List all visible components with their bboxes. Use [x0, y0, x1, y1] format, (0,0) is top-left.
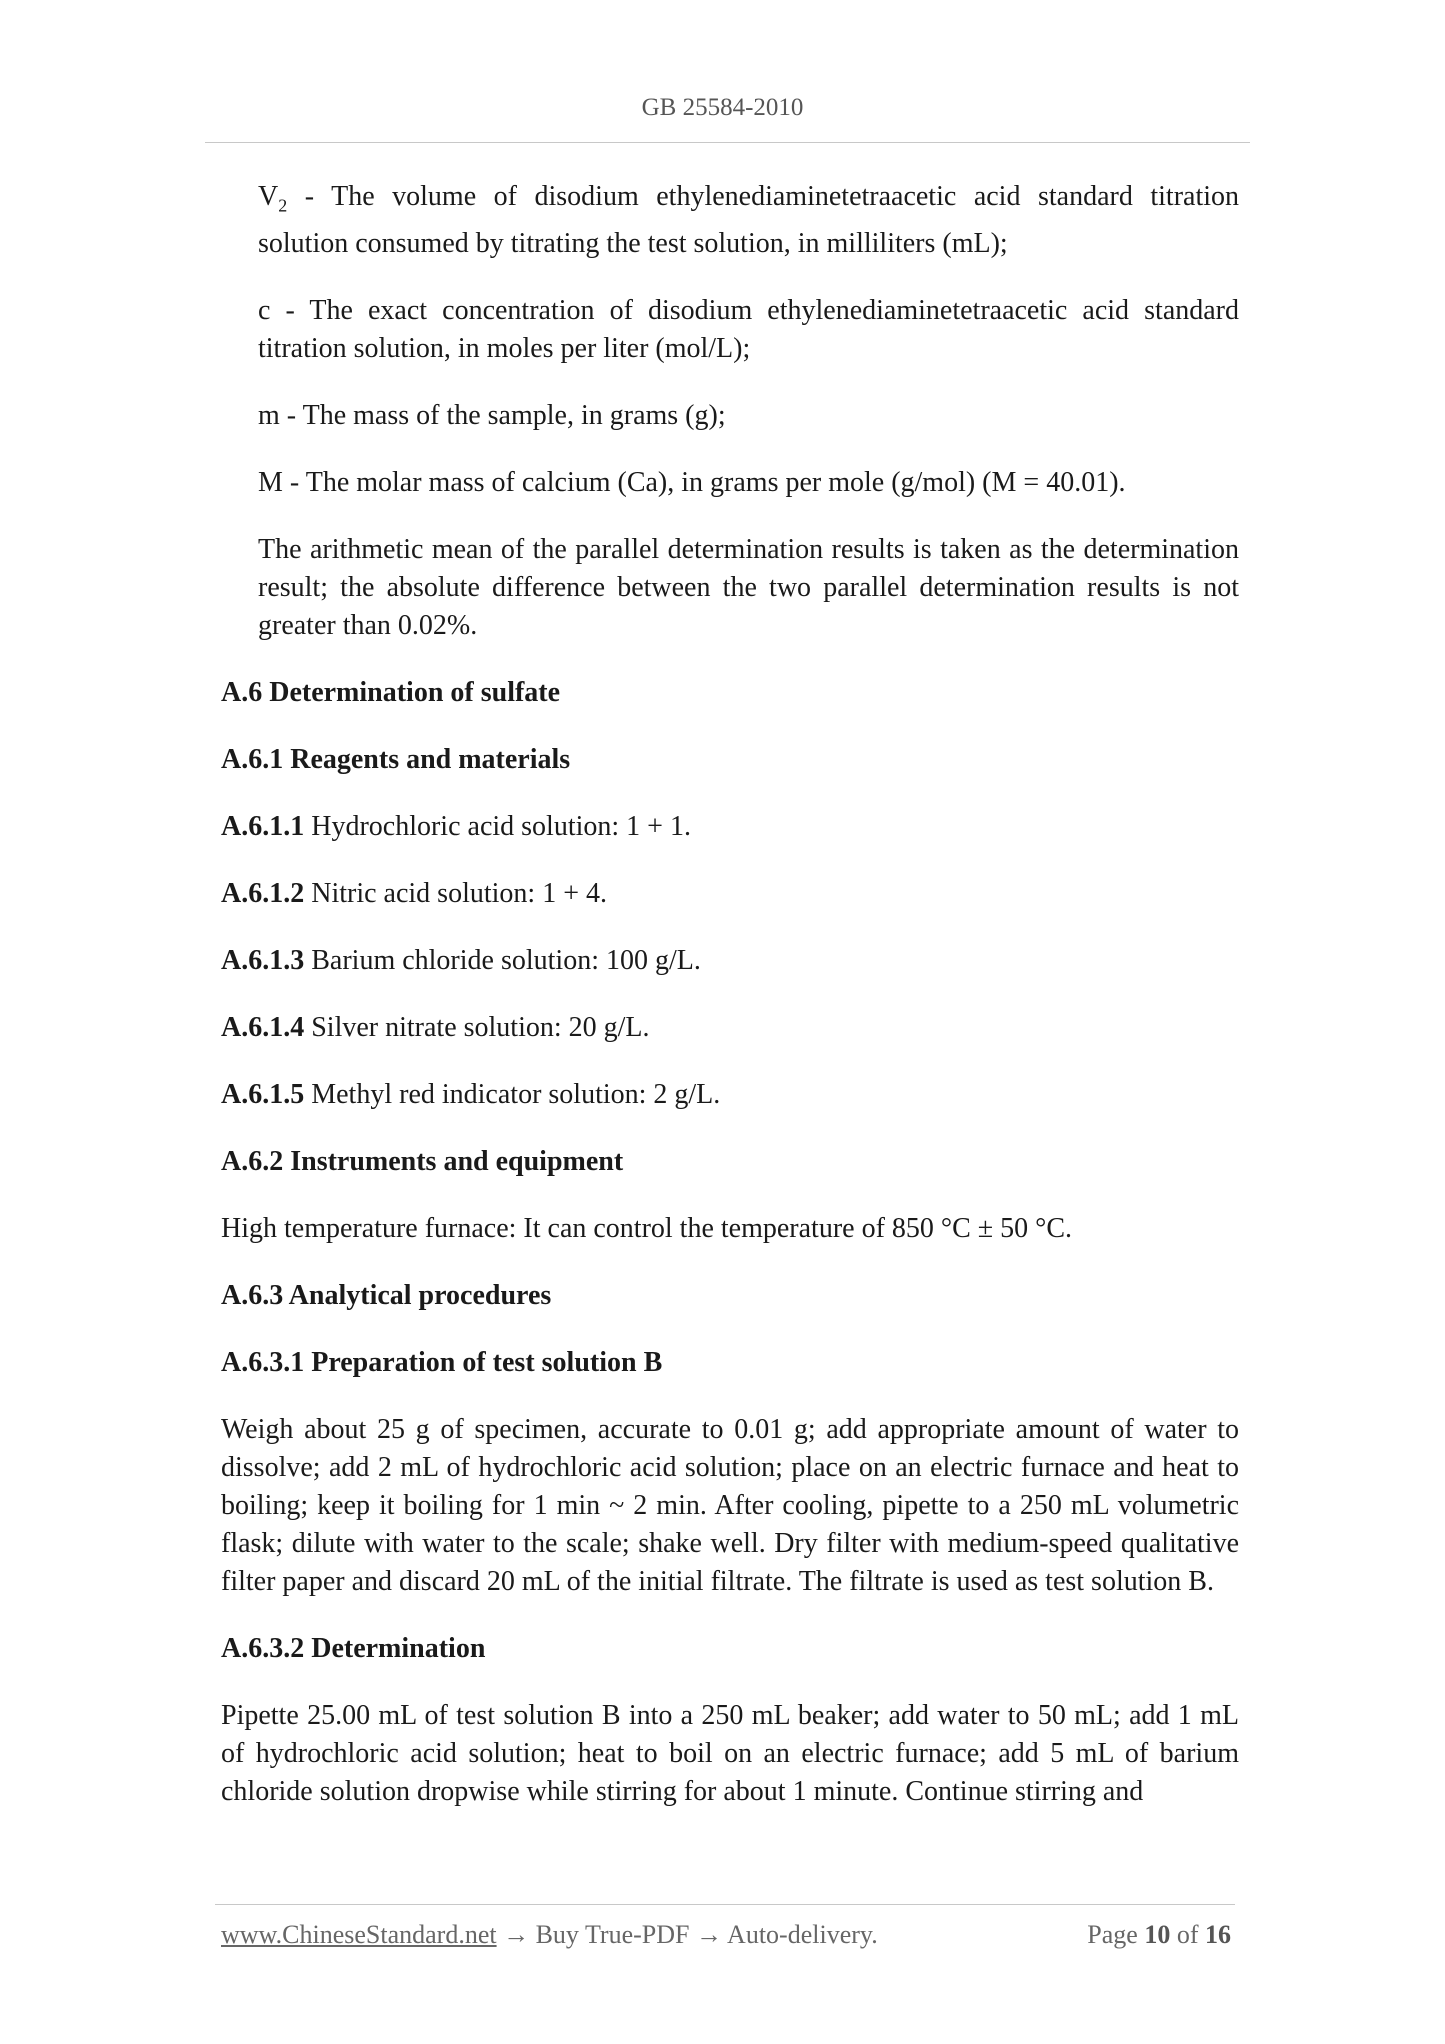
clause-a613: A.6.1.3 Barium chloride solution: 100 g/L.	[221, 944, 701, 976]
section-a62-title: A.6.2 Instruments and equipment	[221, 1145, 624, 1177]
website-link[interactable]: www.ChineseStandard.net	[221, 1920, 497, 1949]
total-pages: 16	[1205, 1920, 1231, 1949]
footer-divider	[215, 1904, 1235, 1905]
document-body	[221, 178, 1239, 1811]
section-a631-title: A.6.3.1 Preparation of test solution B	[221, 1346, 663, 1378]
section-a61-title: A.6.1 Reagents and materials	[221, 743, 571, 775]
section-a632-title: A.6.3.2 Determination	[221, 1632, 486, 1664]
definition-c: c - The exact concentration of disodium ethylenediaminetetraacetic acid standard titration solution, in moles per liter (mol/L);	[258, 294, 1239, 364]
current-page: 10	[1144, 1920, 1171, 1949]
clause-a612: A.6.1.2 Nitric acid solution: 1 + 4.	[221, 877, 607, 909]
footer-promo: www.ChineseStandard.net → Buy True-PDF → Auto-delivery.	[221, 1920, 878, 1949]
page-footer	[221, 1920, 1231, 1950]
header-divider	[205, 142, 1250, 143]
definition-m: m - The mass of the sample, in grams (g);	[258, 399, 726, 431]
clause-number: A.6.1.5	[221, 1078, 305, 1110]
standard-id: GB 25584-2010	[641, 94, 804, 121]
section-a62-text: High temperature furnace: It can control the temperature of 850 °C ± 50 °C.	[221, 1212, 1073, 1244]
section-a631-text: Weigh about 25 g of specimen, accurate to 0.01 g; add appropriate amount of water to dissolve; add 2 mL of hydrochloric acid solution; place on an electric furnace and heat to boiling; keep it boiling for 1 min ~ 2 min. After cooling, pipette to a 250 mL volumetric flask; dilute with water to the scale; shake well. Dry filter with medium-speed qualitative filter paper and discard 20 mL of the initial filtrate. The filtrate is used as test solution B.	[221, 1413, 1239, 1597]
clause-number: A.6.1.2	[221, 877, 305, 909]
section-a63-title: A.6.3 Analytical procedures	[221, 1279, 552, 1311]
definition-molar-mass: M - The molar mass of calcium (Ca), in grams per mole (g/mol) (M = 40.01).	[258, 466, 1126, 498]
clause-a614: A.6.1.4 Silver nitrate solution: 20 g/L.	[221, 1011, 650, 1043]
section-a6-title: A.6 Determination of sulfate	[221, 676, 561, 708]
page-number: Page 10 of 16	[1087, 1920, 1231, 1949]
precision-note: The arithmetic mean of the parallel determination results is taken as the determination result; the absolute difference between the two parallel determination results is not greater than 0.02%.	[258, 533, 1239, 641]
clause-number: A.6.1.4	[221, 1011, 305, 1043]
clause-number: A.6.1.1	[221, 810, 305, 842]
clause-a615: A.6.1.5 Methyl red indicator solution: 2 g/L.	[221, 1078, 721, 1110]
clause-a611: A.6.1.1 Hydrochloric acid solution: 1 + 1.	[221, 810, 691, 842]
section-a632-text: Pipette 25.00 mL of test solution B into a 250 mL beaker; add water to 50 mL; add 1 mL of hydrochloric acid solution; heat to boil on an electric furnace; add 5 mL of barium chloride solution dropwise while stirring for about 1 minute. Continue stirring and	[221, 1699, 1239, 1807]
clause-number: A.6.1.3	[221, 944, 305, 976]
page-header	[0, 94, 1445, 122]
definition-v2: $V_2$ - The volume of disodium ethylenediaminetetraacetic acid standard titration solution consumed by titrating the test solution, in milliliters (mL);	[258, 181, 1239, 259]
